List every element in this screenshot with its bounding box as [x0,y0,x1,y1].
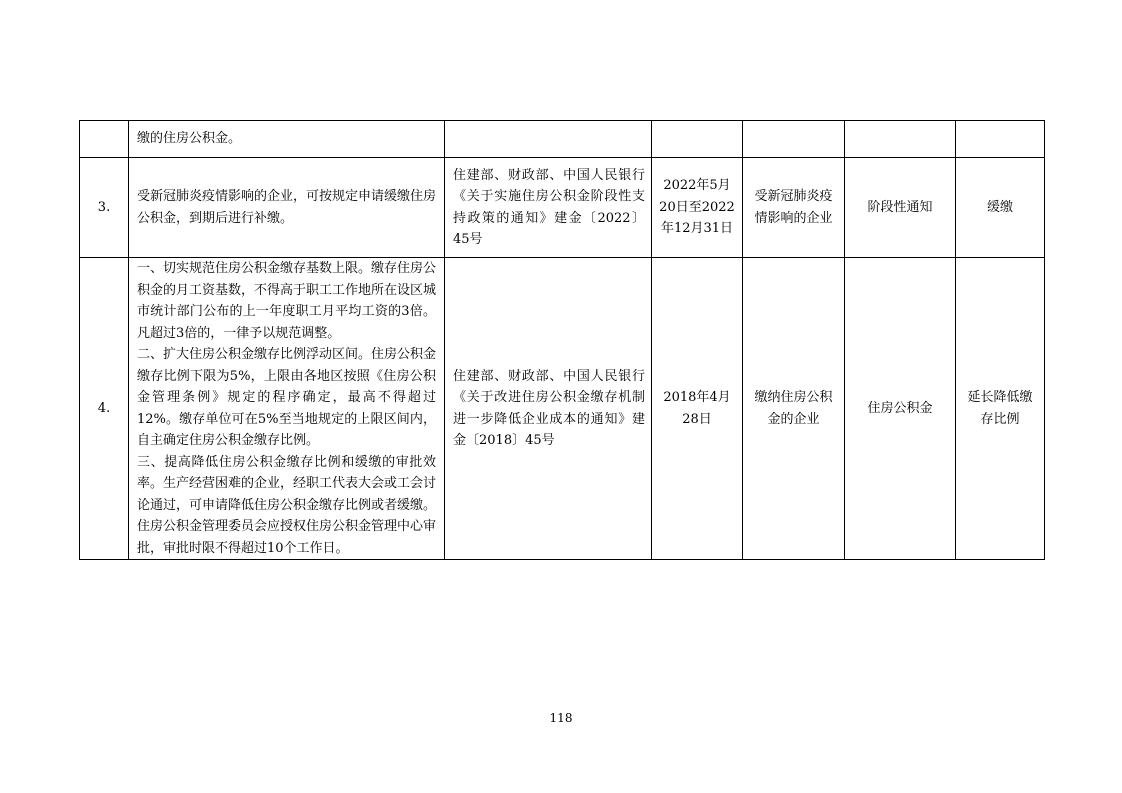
measure-cell: 延长降低缴存比例 [956,258,1045,560]
content-cell [129,158,445,258]
page-number: 118 [549,711,573,725]
type-cell: 住房公积金 [845,258,956,560]
measure-cell: 缓缴 [956,158,1045,258]
content-cell [129,121,445,158]
content-paragraph: 二、扩大住房公积金缴存比例浮动区间。住房公积金缴存比例下限为5%，上限由各地区按照《住房公积金管理条例》规定的程序确定，最高不得超过12%。缴存单位可在5%至当地规定的上限区间内，自主确定住房公积金缴存比例。 [137,347,437,448]
target-cell: 受新冠肺炎疫情影响的企业 [743,158,845,258]
document-cell [445,121,652,158]
content-paragraph: 缴的住房公积金。 [137,131,242,147]
document-cell [445,158,652,258]
content-paragraph: 一、切实规范住房公积金缴存基数上限。缴存住房公积金的月工资基数，不得高于职工工作地所在设区城市统计部门公布的上一年度职工月平均工资的3倍。凡超过3倍的，一律予以规范调整。 [137,261,437,341]
document-text: 住建部、财政部、中国人民银行《关于改进住房公积金缴存机制进一步降低企业成本的通知》建金〔2018〕45号 [453,368,645,448]
content-paragraph: 受新冠肺炎疫情影响的企业，可按规定申请缓缴住房公积金，到期后进行补缴。 [137,189,437,226]
date-cell [652,121,743,158]
measure-cell [956,121,1045,158]
table-row [80,258,1045,560]
table-row [80,121,1045,158]
target-cell: 缴纳住房公积金的企业 [743,258,845,560]
content-paragraph: 三、提高降低住房公积金缴存比例和缓缴的审批效率。生产经营困难的企业，经职工代表大会或工会讨论通过，可申请降低住房公积金缴存比例或者缓缴。住房公积金管理委员会应授权住房公积金管理中心审批，审批时限不得超过10个工作日。 [137,454,437,556]
type-cell: 阶段性通知 [845,158,956,258]
row-number-cell: 4. [80,258,129,560]
policy-table [79,120,1045,560]
content-cell [129,258,445,560]
row-number-cell: 3. [80,158,129,258]
date-cell: 2022年5月20日至2022年12月31日 [652,158,743,258]
document-text: 住建部、财政部、中国人民银行《关于实施住房公积金阶段性支持政策的通知》建金〔2022〕45号 [453,167,645,247]
row-number-cell [80,121,129,158]
target-cell [743,121,845,158]
table-row [80,158,1045,258]
type-cell [845,121,956,158]
document-cell [445,258,652,560]
date-cell: 2018年4月28日 [652,258,743,560]
